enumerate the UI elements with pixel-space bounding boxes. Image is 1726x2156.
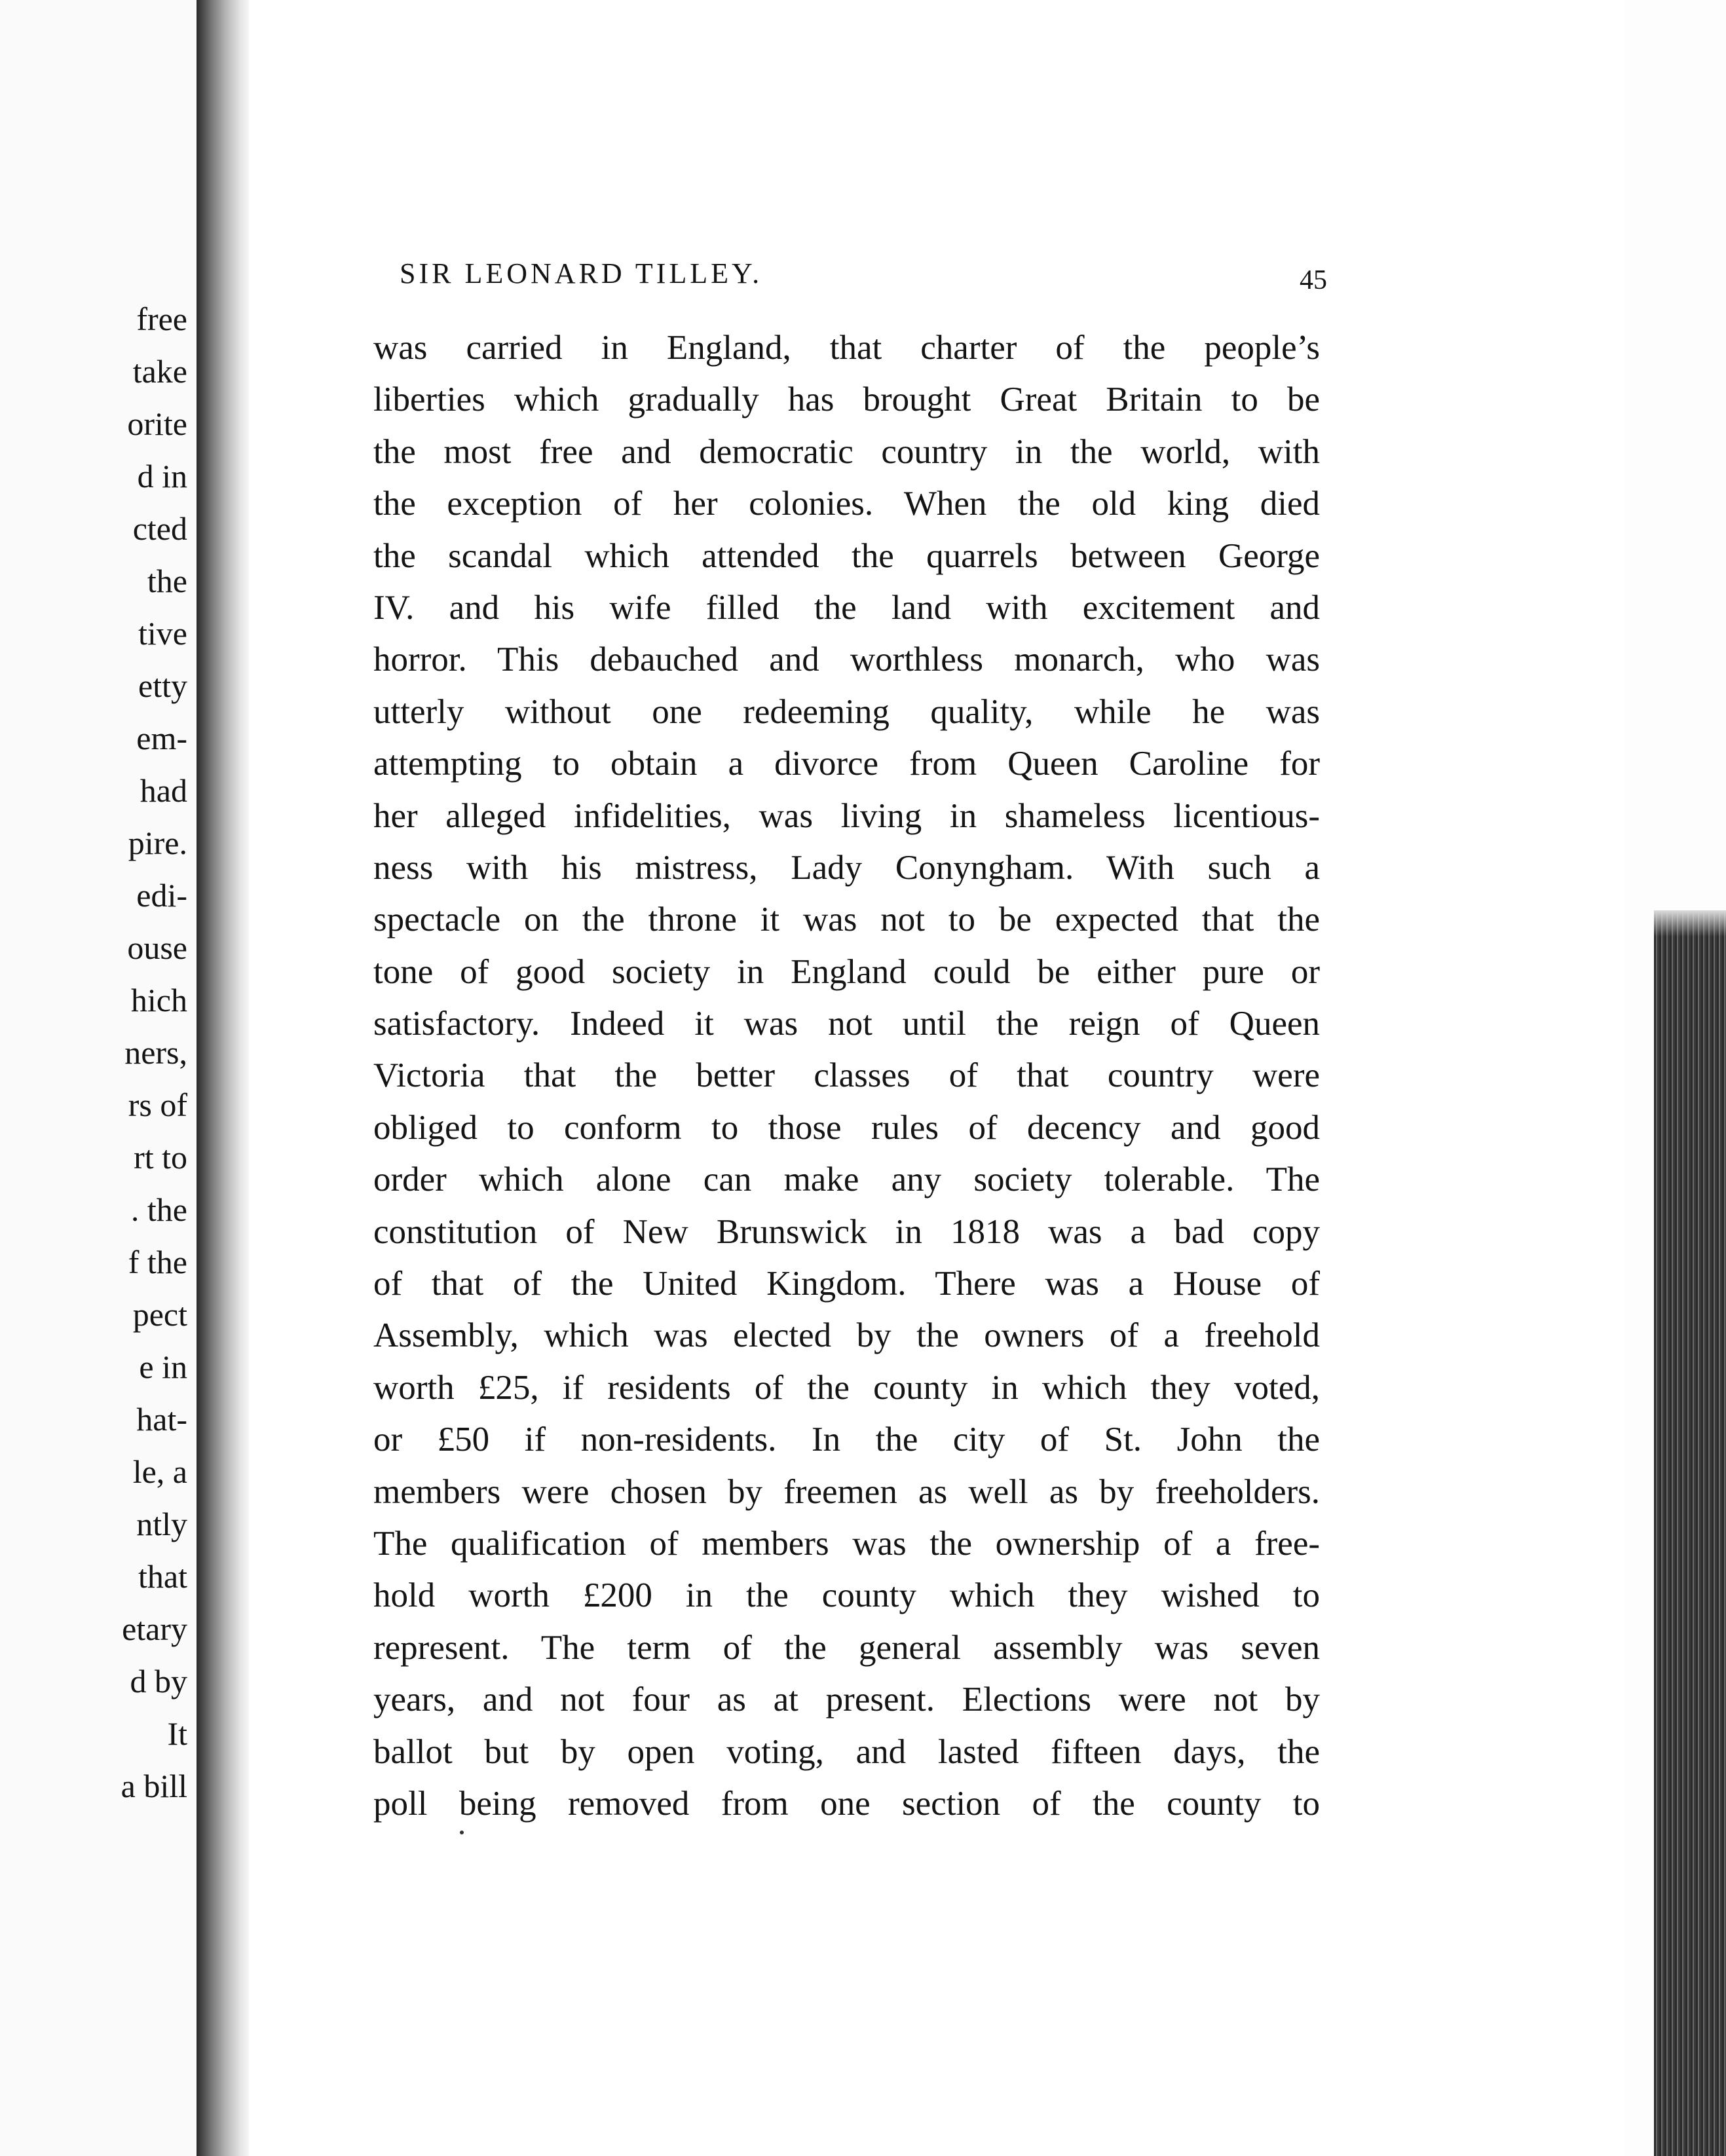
running-head: SIR LEONARD TILLEY. [400, 257, 763, 289]
left-page-fragment: ntly [136, 1506, 187, 1542]
left-page-fragment: orite [127, 405, 187, 442]
text-line: Victoria that the better classes of that country were [373, 1056, 1320, 1095]
left-page-fragment: a bill [121, 1768, 187, 1804]
text-line: utterly without one redeeming quality, while he was [373, 692, 1320, 731]
left-page-fragment: . the [130, 1191, 187, 1228]
text-line: or £50 if non-residents. In the city of St. John the [373, 1421, 1320, 1459]
left-page-fragment: rs of [128, 1087, 187, 1123]
text-line: order which alone can make any society tolerable. The [373, 1161, 1320, 1199]
left-page-fragment: hich [130, 982, 187, 1018]
left-page-fragment: pire. [128, 825, 187, 861]
left-page-fragment: had [140, 772, 187, 809]
left-facing-page [0, 0, 197, 2156]
left-page-fragment: f the [128, 1244, 187, 1280]
text-line: obliged to conform to those rules of decency and good [373, 1108, 1320, 1147]
book-binding-gutter [197, 0, 249, 2156]
text-line: spectacle on the throne it was not to be expected that the [373, 901, 1320, 939]
left-page-fragment: It [167, 1715, 187, 1752]
left-page-fragment: free [136, 301, 187, 337]
left-page-fragment: em- [136, 720, 187, 756]
left-page-fragment: e in [139, 1348, 187, 1385]
page-number: 45 [1300, 265, 1327, 295]
left-page-fragment: d by [130, 1663, 187, 1700]
text-line: IV. and his wife filled the land with excitement and [373, 588, 1320, 627]
text-line: members were chosen by freemen as well as by freeholders. [373, 1472, 1320, 1511]
text-line: the scandal which attended the quarrels between George [373, 536, 1320, 575]
left-page-fragment: tive [138, 615, 187, 652]
text-line: was carried in England, that charter of the people’s [373, 329, 1320, 367]
text-line: poll being removed from one section of the county to [373, 1784, 1320, 1823]
text-line: constitution of New Brunswick in 1818 was a bad copy [373, 1212, 1320, 1251]
text-line: The qualification of members was the ownership of a free- [373, 1524, 1320, 1563]
left-page-fragment: the [147, 563, 187, 599]
text-line: horror. This debauched and worthless monarch, who was [373, 641, 1320, 679]
text-line: represent. The term of the general assembly was seven [373, 1628, 1320, 1667]
body-text [373, 322, 1320, 1830]
left-page-fragment: d in [137, 458, 187, 494]
text-line: years, and not four as at present. Elections were not by [373, 1681, 1320, 1719]
text-line: ballot but by open voting, and lasted fifteen days, the [373, 1732, 1320, 1771]
text-line: liberties which gradually has brought Great Britain to be [373, 381, 1320, 419]
left-page-fragment: ouse [127, 929, 187, 966]
text-line: satisfactory. Indeed it was not until the reign of Queen [373, 1005, 1320, 1043]
left-page-fragment: hat- [136, 1401, 187, 1438]
page-stack-edge [1654, 910, 1726, 2156]
left-page-fragment: etty [138, 667, 187, 704]
text-line: of that of the United Kingdom. There was a House of [373, 1265, 1320, 1303]
text-line: her alleged infidelities, was living in shameless licentious- [373, 796, 1320, 835]
left-page-fragment: take [132, 353, 187, 390]
left-page-fragment: le, a [132, 1453, 187, 1490]
text-line: the most free and democratic country in the world, with [373, 432, 1320, 471]
text-line: attempting to obtain a divorce from Queen Caroline for [373, 745, 1320, 783]
ink-speck [460, 1831, 464, 1834]
text-line: hold worth £200 in the county which they wished to [373, 1576, 1320, 1615]
left-page-fragment: rt to [134, 1139, 187, 1176]
left-page-fragment: cted [132, 510, 187, 547]
left-page-fragment: ners, [124, 1034, 187, 1071]
left-page-fragment: that [138, 1558, 187, 1595]
page-header [400, 257, 1327, 296]
page-stack-edge-fade [1654, 910, 1726, 937]
text-line: Assembly, which was elected by the owners of a freehold [373, 1316, 1320, 1355]
text-line: the exception of her colonies. When the old king died [373, 485, 1320, 523]
text-line: worth £25, if residents of the county in which they voted, [373, 1368, 1320, 1407]
left-page-fragment: pect [132, 1296, 187, 1333]
left-page-fragment: etary [122, 1610, 187, 1647]
left-page-fragment: edi- [136, 877, 187, 914]
text-line: ness with his mistress, Lady Conyngham. With such a [373, 848, 1320, 887]
text-line: tone of good society in England could be either pure or [373, 952, 1320, 991]
